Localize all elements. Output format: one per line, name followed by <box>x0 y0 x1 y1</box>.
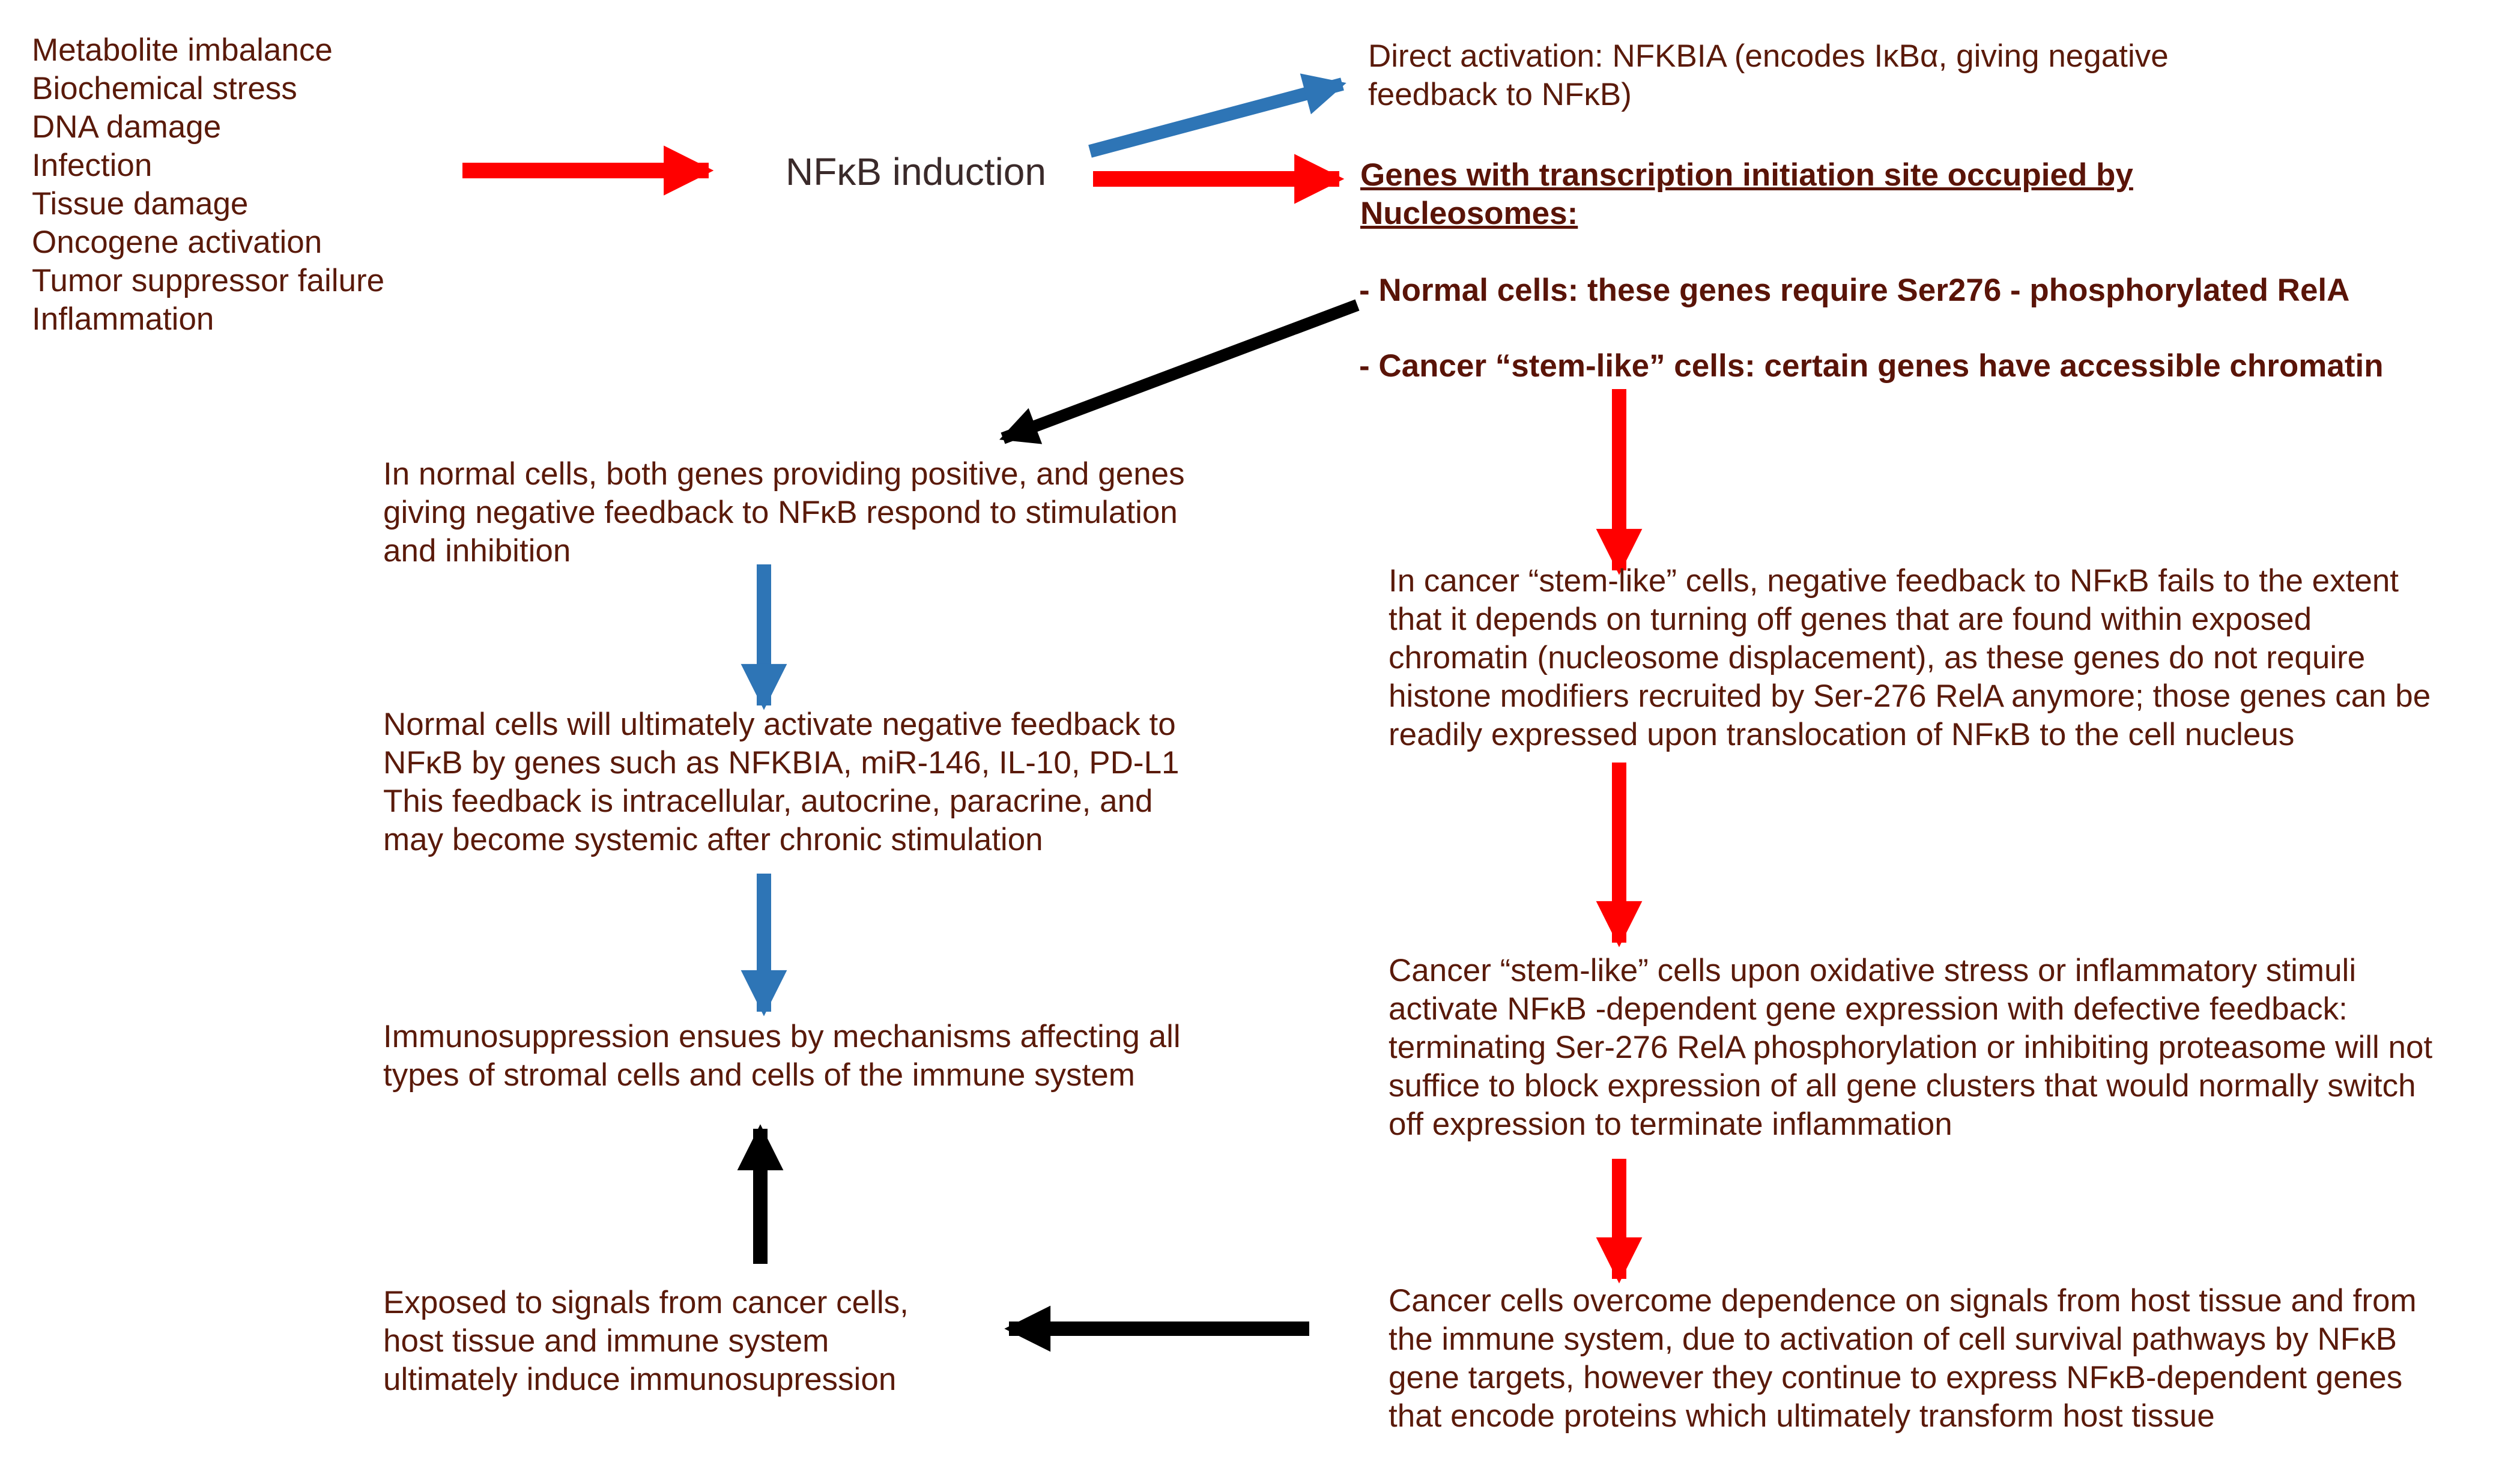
trigger-item: Tumor suppressor failure <box>32 263 385 298</box>
left-box-exposed-signals: Exposed to signals from cancer cells, host tissue and immune system ultimately induce immunosupression <box>383 1285 909 1397</box>
cancer-cells-line: - Cancer “stem-like” cells: certain genes have accessible chromatin <box>1359 348 2384 384</box>
right-box-defective-feedback: Cancer “stem-like” cells upon oxidative stress or inflammatory stimuli activate NFκB -dependent gene expression with defective feedback: terminating Ser-276 RelA phosphorylation or inhibiting proteasome will not suffice to block expression of all gene clusters that would normally switch off expression to terminate inflammation <box>1389 953 2433 1142</box>
left-box-normal-response: In normal cells, both genes providing positive, and genes giving negative feedback to NFκB respond to stimulation and inhibition <box>383 456 1185 569</box>
nfkb-induction-node: NFκB induction <box>786 150 1046 193</box>
trigger-list <box>32 31 384 339</box>
nucleosome-genes-heading: Genes with transcription initiation site occupied by Nucleosomes: <box>1360 157 2133 231</box>
trigger-item: Tissue damage <box>32 186 249 222</box>
trigger-item: Infection <box>32 148 153 183</box>
direct-activation-box: Direct activation: NFKBIA (encodes IκBα, giving negative feedback to NFκB) <box>1368 38 2169 112</box>
normal-cells-line: - Normal cells: these genes require Ser276 - phosphorylated RelA <box>1359 273 2350 308</box>
trigger-item: Biochemical stress <box>32 71 297 106</box>
trigger-item: Metabolite imbalance <box>32 32 333 68</box>
trigger-item: Inflammation <box>32 301 214 337</box>
right-box-host-transformation: Cancer cells overcome dependence on signals from host tissue and from the immune system, due to activation of cell survival pathways by NFκB gene targets, however they continue to express NFκB-dependent genes that encode proteins which ultimately transform host tissue <box>1389 1283 2417 1434</box>
right-box-feedback-failure: In cancer “stem-like” cells, negative feedback to NFκB fails to the extent that it depends on turning off genes that are found within exposed chromatin (nucleosome displacement), as these genes do not require histone modifiers recruited by Ser-276 RelA anymore; those genes can be readily expressed upon translocation of NFκB to the cell nucleus <box>1389 563 2431 752</box>
left-box-immunosuppression: Immunosuppression ensues by mechanisms affecting all types of stromal cells and cells of the immune system <box>383 1019 1181 1093</box>
trigger-item: DNA damage <box>32 109 222 145</box>
left-box-negative-feedback: Normal cells will ultimately activate negative feedback to NFκB by genes such as NFKBIA, miR-146, IL-10, PD-L1 This feedback is intracellular, autocrine, paracrine, and may become systemic after chronic stimulation <box>383 707 1180 857</box>
trigger-item: Oncogene activation <box>32 225 323 260</box>
arrow-induction-to-direct-activation <box>1090 84 1342 151</box>
arrow-normal-cells-to-left-column <box>1003 305 1357 438</box>
